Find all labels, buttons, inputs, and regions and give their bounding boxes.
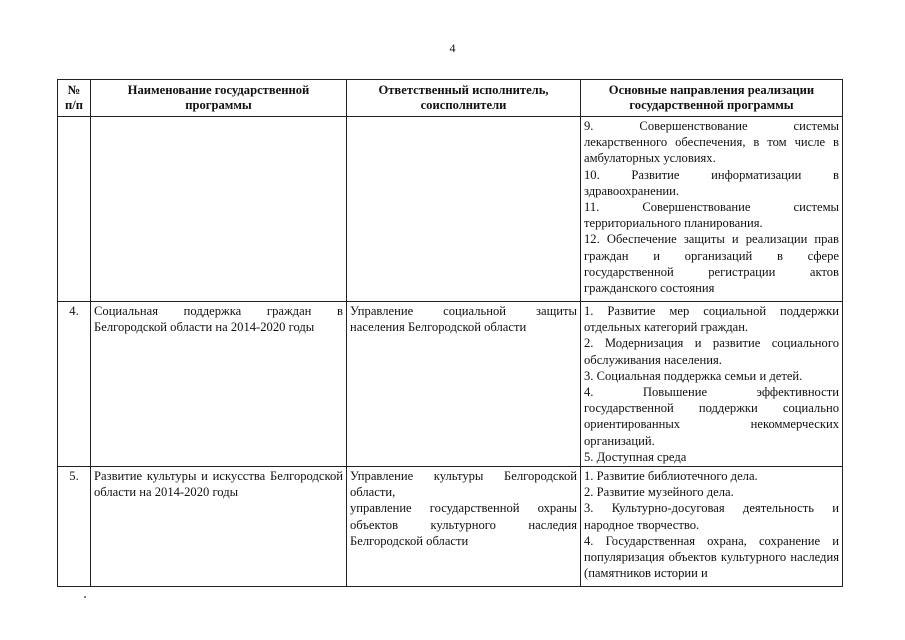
row-executor [347,117,581,302]
direction-item: 3. Социальная поддержка семьи и детей. [584,368,803,383]
direction-item: 1. Развитие библиотечного дела. [584,469,758,484]
row-directions [581,467,843,587]
table-header-row [58,80,843,117]
direction-item: 4. Повышение эффективности государственной поддержки социально ориентированных некоммерческих организаций. [584,385,839,448]
row-directions [581,117,843,302]
table-row [58,302,843,467]
direction-item: 11. Совершенствование системы территориального планирования. [584,200,839,231]
programs-table [57,79,843,587]
header-program: Наименование государственной программы [91,80,347,117]
table-row [58,467,843,587]
direction-item: 12. Обеспечение защиты и реализации прав граждан и организаций в сфере государственной регистрации актов гражданского состояния [584,232,839,296]
table-row [58,117,843,302]
row-program: Развитие культуры и искусства Белгородской области на 2014-2020 годы [91,467,347,587]
row-directions [581,302,843,467]
executor-line: управление государственной охраны объектов культурного наследия Белгородской области [350,501,577,548]
header-directions: Основные направления реализации государственной программы [581,80,843,117]
direction-item: 9. Совершенствование системы лекарственного обеспечения, в том числе в амбулаторных условиях. [584,119,839,166]
scan-speck [84,596,86,598]
header-executor: Ответственный исполнитель, соисполнители [347,80,581,117]
direction-item: 2. Развитие музейного дела. [584,485,734,500]
row-num: 4. [58,302,91,467]
row-program: Социальная поддержка граждан в Белгородской области на 2014-2020 годы [91,302,347,467]
direction-item: 3. Культурно-досуговая деятельность и народное творчество. [584,501,839,532]
direction-item: 1. Развитие мер социальной поддержки отдельных категорий граждан. [584,304,839,335]
row-num [58,117,91,302]
executor-line: Управление культуры Белгородской области, [350,469,577,500]
direction-item: 5. Доступная среда [584,449,687,464]
direction-item: 4. Государственная охрана, сохранение и популяризация объектов культурного наследия (памятников истории и [584,533,839,581]
page-number: 4 [449,41,456,55]
row-num: 5. [58,467,91,587]
direction-item: 2. Модернизация и развитие социального обслуживания населения. [584,336,839,367]
row-executor [347,467,581,587]
header-num: № п/п [58,80,91,117]
row-executor: Управление социальной защиты населения Белгородской области [347,302,581,467]
direction-item: 10. Развитие информатизации в здравоохранении. [584,167,839,198]
row-program [91,117,347,302]
